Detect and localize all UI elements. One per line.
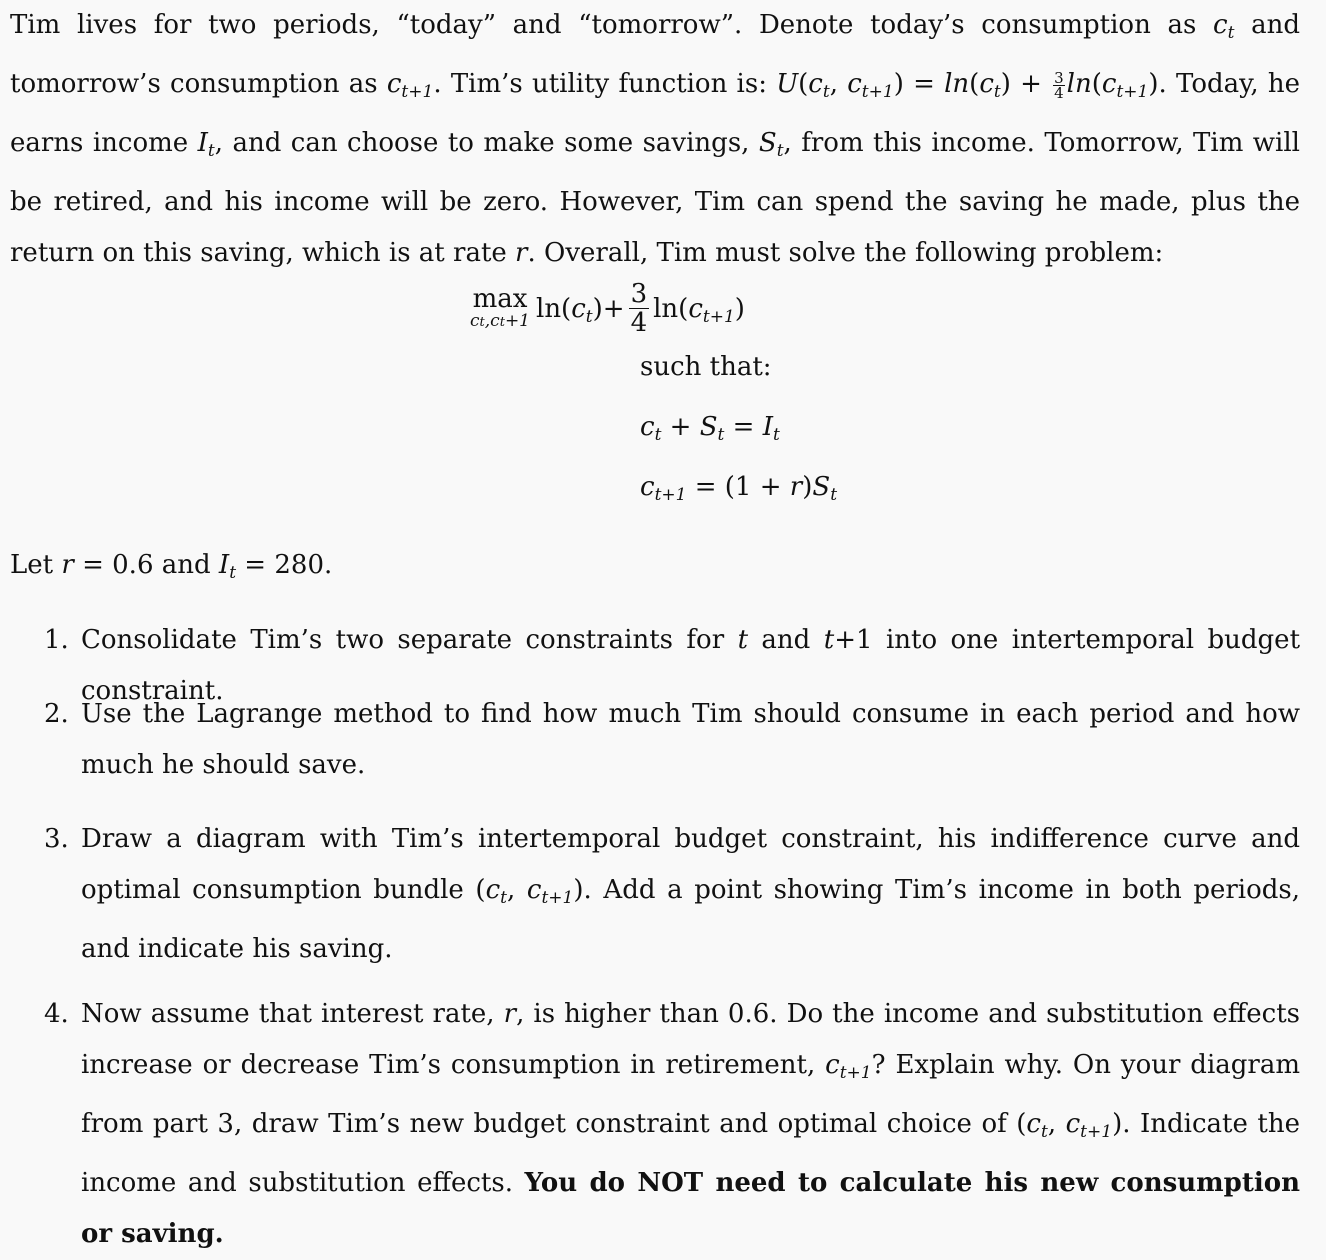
question-2: 2. Use the Lagrange method to find how much Tim should consume in each period and how much he should save. xyxy=(44,689,1300,791)
utility-function: U xyxy=(776,69,799,99)
intro-text-7: . Overall, Tim must solve the following problem: xyxy=(527,238,1164,268)
var-savings: $S_t$ xyxy=(758,128,784,161)
var-r: r xyxy=(515,238,528,268)
question-number: 3. xyxy=(44,824,69,854)
question-number: 2. xyxy=(44,699,69,729)
max-operator: max ct,ct+1 xyxy=(470,284,530,331)
var-ct: $c_t$ xyxy=(1213,10,1235,43)
intro-text-5: , and can choose to make some savings, xyxy=(214,128,759,158)
objective-fraction: $\frac{3}{4}$ xyxy=(630,279,648,338)
intro-text-1: Tim lives for two periods, “today” and “tomorrow”. Denote today’s consumption as xyxy=(10,10,1214,40)
such-that-label: such that: xyxy=(640,352,772,382)
constraint-2: $c_{t+1} = (1 + r)S_t$ xyxy=(640,472,838,505)
max-subscript: ct,ct+1 xyxy=(470,311,530,331)
intro-text-6: , from this income. Tomorrow, Tim will be retired, and his income will be zero. However, Tim can spend the saving he made, plus the return on this saving, which is at rate xyxy=(10,128,1300,268)
objective-function xyxy=(470,262,745,337)
constraint-1: $c_t + S_t = I_t$ xyxy=(640,412,780,445)
question-1: 1. Consolidate Tim’s two separate constraints for t and t+1 into one intertemporal budget constraint. xyxy=(44,615,1300,717)
intro-paragraph: Tim lives for two periods, “today” and “tomorrow”. Denote today’s consumption as $c_t$ and tomorrow’s consumption as $c_{t+1}$. Tim’s utility function is: $U(c_t$, $c_{t+1}) = \ln(c_t)$ + $\frac{3}{4}$ $\ln(c_{t+1})$. Today, he earns income $I_t$, and can choose to make some savings, $S_t$, from this income. Tomorrow, Tim will be retired, and his income will be zero. However, Tim can spend the saving he made, plus the return on this saving, which is at rate r. Overall, Tim must solve the following problem: xyxy=(10,10,1301,268)
parameters-line: Let r = 0.6 and $I_t = 280$. xyxy=(10,550,333,583)
three-quarters-fraction: $\frac{3}{4}$ xyxy=(1054,69,1064,102)
question-number: 1. xyxy=(44,625,69,655)
objective-expression: $\ln(c_t)+$ $\frac{3}{4}$ $\ln(c_{t+1})$ xyxy=(536,279,745,338)
question-3: 3. Draw a diagram with Tim’s intertemporal budget constraint, his indifference curve and optimal consumption bundle ($c_t$, $c_{t+1}$). Add a point showing Tim’s income in both periods, and indicate his saving. xyxy=(44,814,1300,975)
var-ct1: $c_{t+1}$ xyxy=(386,69,434,102)
intro-text-4: . Today, he earns income xyxy=(10,69,1301,158)
intro-text-3: . Tim’s utility function is: xyxy=(433,69,777,99)
bold-note: You do NOT need to calculate his new consumption or saving. xyxy=(81,1168,1300,1249)
question-4: 4. Now assume that interest rate, r, is higher than 0.6. Do the income and substitution effects increase or decrease Tim’s consumption in retirement, $c_{t+1}$? Explain why. On your diagram from part 3, draw Tim’s new budget constraint and optimal choice of ($c_t$, $c_{t+1}$). Indicate the income and substitution effects. You do NOT need to calculate his new consumption or saving. xyxy=(44,989,1300,1260)
var-income: $I_t$ xyxy=(197,128,215,161)
question-number: 4. xyxy=(44,999,69,1029)
intro-text-2: and tomorrow’s consumption as xyxy=(10,10,1300,99)
